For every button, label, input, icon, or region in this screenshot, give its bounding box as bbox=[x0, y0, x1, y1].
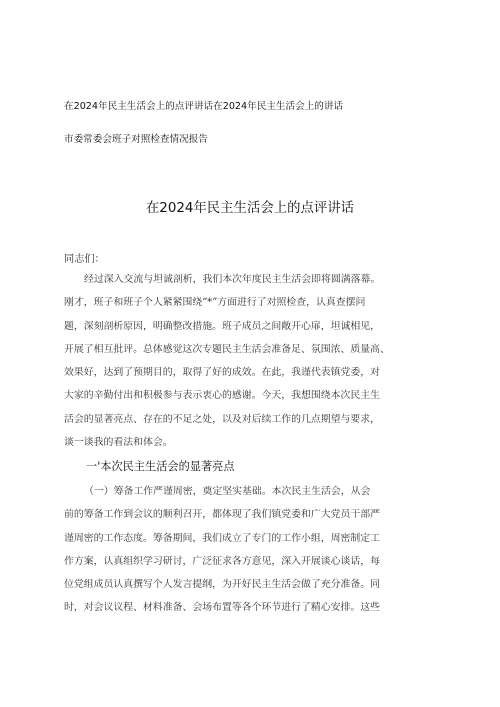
paragraph-line: 经过深入交流与坦诚剖析，我们本次年度民主生活会即将圆满落幕。 bbox=[84, 274, 381, 285]
header-line-2: 市委常委会班子对照检查情况报告 bbox=[64, 134, 208, 145]
paragraph-line: 谈一谈我的看法和体会。 bbox=[64, 437, 173, 449]
paragraph-line: 活会的显著亮点、存在的不足之处，以及对后续工作的几点期望与要求， bbox=[64, 413, 381, 425]
paragraph-line: 题，深刻剖析原因，明确整改措施。班子成员之间敞开心扉，坦诚相见， bbox=[64, 320, 381, 332]
paragraph-2 bbox=[64, 480, 444, 620]
paragraph-line: 刚才，班子和班子个人紧紧围绕“*”方面进行了对照检查，认真查摆问 bbox=[64, 297, 366, 309]
paragraph-line: 开展了相互批评。总体感觉这次专题民主生活会准备足、氛围浓、质量高、 bbox=[64, 343, 390, 355]
header-line-1: 在2024年民主生活会上的点评讲话在2024年民主生活会上的讲话 bbox=[64, 101, 344, 112]
paragraph-1 bbox=[64, 268, 444, 454]
greeting: 同志们： bbox=[64, 254, 105, 265]
paragraph-line: 时，对会议议程、材料准备、会场布置等各个环节进行了精心安排。这些 bbox=[64, 602, 381, 614]
paragraph-line: 谨周密的工作态度。筹备期间，我们成立了专门的工作小组，周密制定工 bbox=[64, 532, 381, 544]
paragraph-line: 作方案，认真组织学习研讨，广泛征求各方意见，深入开展谈心谈话，每 bbox=[64, 555, 381, 567]
paragraph-line: 大家的辛勤付出和积极参与表示衷心的感谢。今天，我想围绕本次民主生 bbox=[64, 390, 381, 402]
paragraph-line: 前的筹备工作到会议的顺利召开，都体现了我们镇党委和广大党员干部严 bbox=[64, 509, 381, 521]
paragraph-line: 效果好，达到了预期目的，取得了好的成效。在此，我谨代表镇党委，对 bbox=[64, 367, 381, 379]
paragraph-line: 位党组成员认真撰写个人发言提纲，为开好民主生活会做了充分准备。同 bbox=[64, 579, 381, 591]
document-title: 在2024年民主生活会上的点评讲话 bbox=[145, 201, 355, 216]
paragraph-line: （一）筹备工作严谨周密，奠定坚实基础。本次民主生活会，从会 bbox=[84, 486, 371, 497]
section-heading: 一'本次民主生活会的显著亮点 bbox=[86, 460, 235, 473]
